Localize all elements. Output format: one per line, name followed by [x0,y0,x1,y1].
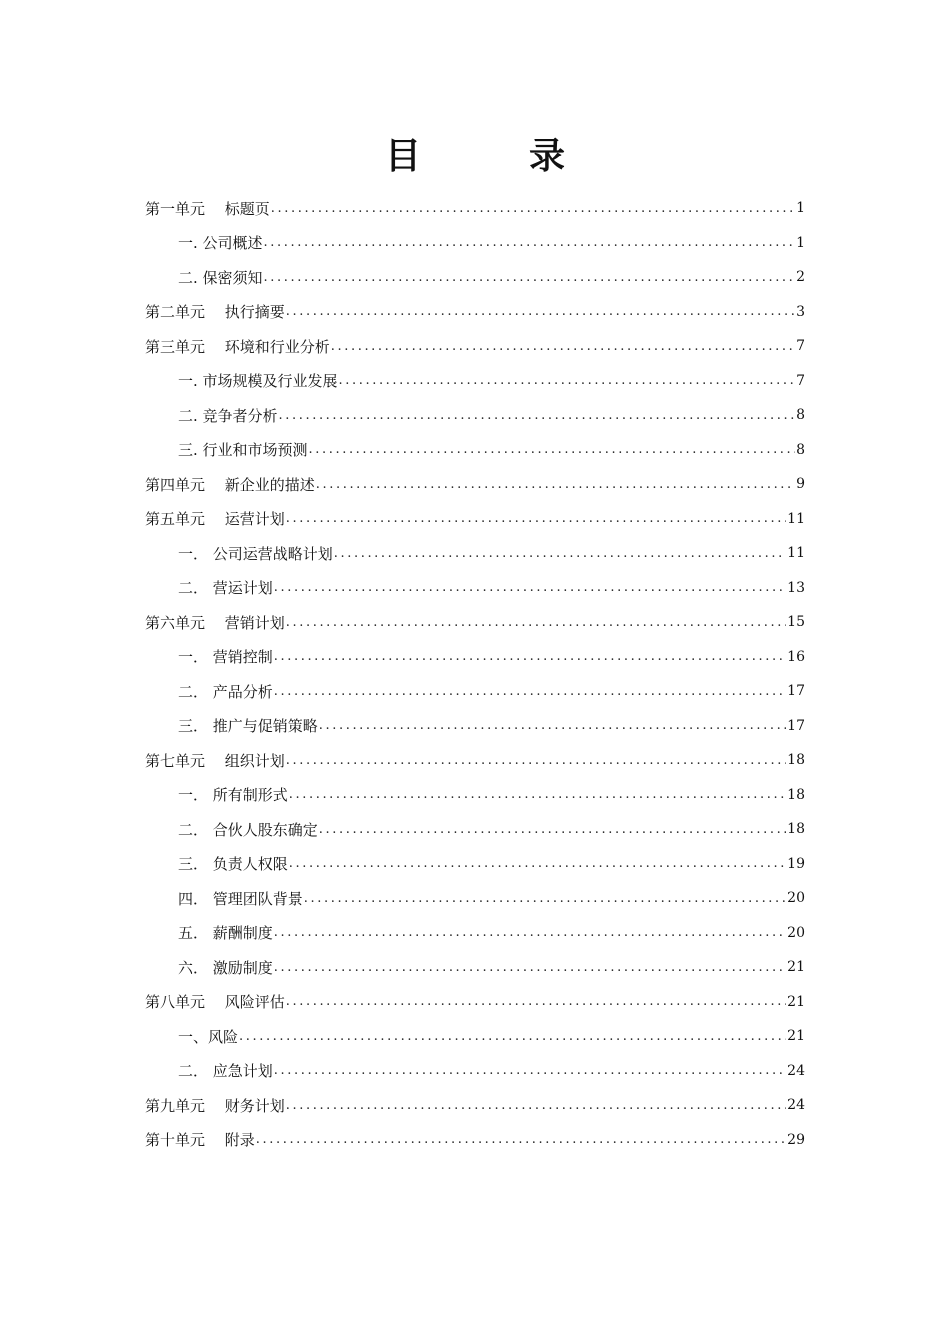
toc-entry-label: 第七单元 组织计划 [145,751,285,770]
toc-entry-label: 四． 管理团队背景 [178,889,303,908]
dot-leader [286,615,786,630]
toc-subentry[interactable] [145,260,805,295]
toc-page-number: 21 [787,1028,805,1045]
toc-page-number: 11 [787,510,805,527]
dot-leader [286,304,795,319]
dot-leader [309,442,796,457]
toc-entry-label: 一、风险 [178,1027,239,1046]
toc-entry-label: 第五单元 运营计划 [145,510,285,529]
toc-entry[interactable] [145,467,805,502]
toc-entry-label: 一． 公司运营战略计划 [178,544,333,563]
toc-entry-label: 二. 保密须知 [178,268,263,287]
toc-page-number: 1 [796,200,805,217]
dot-leader [274,580,786,595]
toc-subentry[interactable] [145,364,805,399]
dot-leader [286,1098,786,1113]
dot-leader [264,235,796,250]
toc-page-number: 8 [796,407,805,424]
toc-page-number: 8 [796,441,805,458]
dot-leader [334,546,786,561]
toc-entry-label: 二． 营运计划 [178,579,273,598]
toc-entry-label: 第六单元 营销计划 [145,613,285,632]
toc-subentry[interactable] [145,847,805,882]
toc-subentry[interactable] [145,950,805,985]
toc-page-number: 16 [787,648,805,665]
toc-page-number: 1 [796,234,805,251]
dot-leader [286,994,786,1009]
toc-page-number: 21 [787,959,805,976]
toc-page-number: 7 [796,372,805,389]
toc-page-number: 18 [787,786,805,803]
toc-subentry[interactable] [145,916,805,951]
toc-subentry[interactable] [145,640,805,675]
page-title: 目 录 [384,136,601,177]
toc-entry-label: 第九单元 财务计划 [145,1096,285,1115]
toc-subentry[interactable] [145,812,805,847]
dot-leader [239,1029,786,1044]
dot-leader [331,339,795,354]
toc-entry[interactable] [145,502,805,537]
toc-page-number: 17 [787,683,805,700]
toc-subentry[interactable] [145,536,805,571]
toc-entry-label: 一． 营销控制 [178,648,273,667]
toc-subentry[interactable] [145,1054,805,1089]
toc-page-number: 24 [787,1062,805,1079]
dot-leader [279,408,796,423]
dot-leader [274,684,786,699]
toc-entry-label: 六． 激励制度 [178,958,273,977]
toc-entry-label: 二． 产品分析 [178,682,273,701]
toc-subentry[interactable] [145,1019,805,1054]
toc-entry-label: 五． 薪酬制度 [178,924,273,943]
dot-leader [286,511,786,526]
toc-entry[interactable] [145,1088,805,1123]
toc-entry-label: 二. 竞争者分析 [178,406,278,425]
toc-page-number: 20 [787,924,805,941]
toc-entry-label: 三． 负责人权限 [178,855,288,874]
dot-leader [274,925,786,940]
toc-entry[interactable] [145,985,805,1020]
dot-leader [256,1132,786,1147]
toc-entry-label: 一. 市场规模及行业发展 [178,372,338,391]
toc-subentry[interactable] [145,226,805,261]
toc-entry-label: 一． 所有制形式 [178,786,288,805]
toc-entry-label: 第四单元 新企业的描述 [145,475,315,494]
toc-subentry[interactable] [145,709,805,744]
toc-page-number: 18 [787,821,805,838]
toc-page-number: 2 [796,269,805,286]
toc-page-number: 13 [787,579,805,596]
dot-leader [274,1063,786,1078]
dot-leader [264,270,796,285]
toc-subentry[interactable] [145,571,805,606]
dot-leader [316,477,795,492]
dot-leader [274,649,786,664]
dot-leader [289,856,786,871]
toc-entry-label: 二． 合伙人股东确定 [178,820,318,839]
toc-entry[interactable] [145,605,805,640]
toc-page-number: 29 [787,1131,805,1148]
dot-leader [339,373,796,388]
toc-subentry[interactable] [145,778,805,813]
toc-page-number: 20 [787,890,805,907]
toc-entry[interactable] [145,329,805,364]
dot-leader [319,822,786,837]
toc-page-number: 17 [787,717,805,734]
dot-leader [286,753,786,768]
toc-page-number: 24 [787,1097,805,1114]
dot-leader [304,891,786,906]
toc-entry[interactable] [145,295,805,330]
toc-subentry[interactable] [145,433,805,468]
toc-entry-label: 第三单元 环境和行业分析 [145,337,330,356]
table-of-contents [145,191,805,1157]
toc-subentry[interactable] [145,881,805,916]
toc-entry-label: 三． 推广与促销策略 [178,717,318,736]
toc-entry[interactable] [145,191,805,226]
toc-entry-label: 一. 公司概述 [178,234,263,253]
toc-page-number: 3 [796,303,805,320]
toc-page-number: 11 [787,545,805,562]
dot-leader [274,960,786,975]
dot-leader [289,787,786,802]
toc-entry[interactable] [145,743,805,778]
toc-entry-label: 第十单元 附录 [145,1131,255,1150]
toc-subentry[interactable] [145,398,805,433]
toc-entry[interactable] [145,1123,805,1158]
dot-leader [319,718,786,733]
toc-entry-label: 三. 行业和市场预测 [178,441,308,460]
toc-page-number: 19 [787,855,805,872]
toc-entry-label: 二． 应急计划 [178,1062,273,1081]
toc-subentry[interactable] [145,674,805,709]
toc-page-number: 21 [787,993,805,1010]
toc-page-number: 15 [787,614,805,631]
toc-page-number: 7 [796,338,805,355]
dot-leader [271,201,795,216]
toc-page-number: 9 [796,476,805,493]
toc-entry-label: 第八单元 风险评估 [145,993,285,1012]
toc-entry-label: 第一单元 标题页 [145,199,270,218]
toc-page-number: 18 [787,752,805,769]
toc-entry-label: 第二单元 执行摘要 [145,303,285,322]
